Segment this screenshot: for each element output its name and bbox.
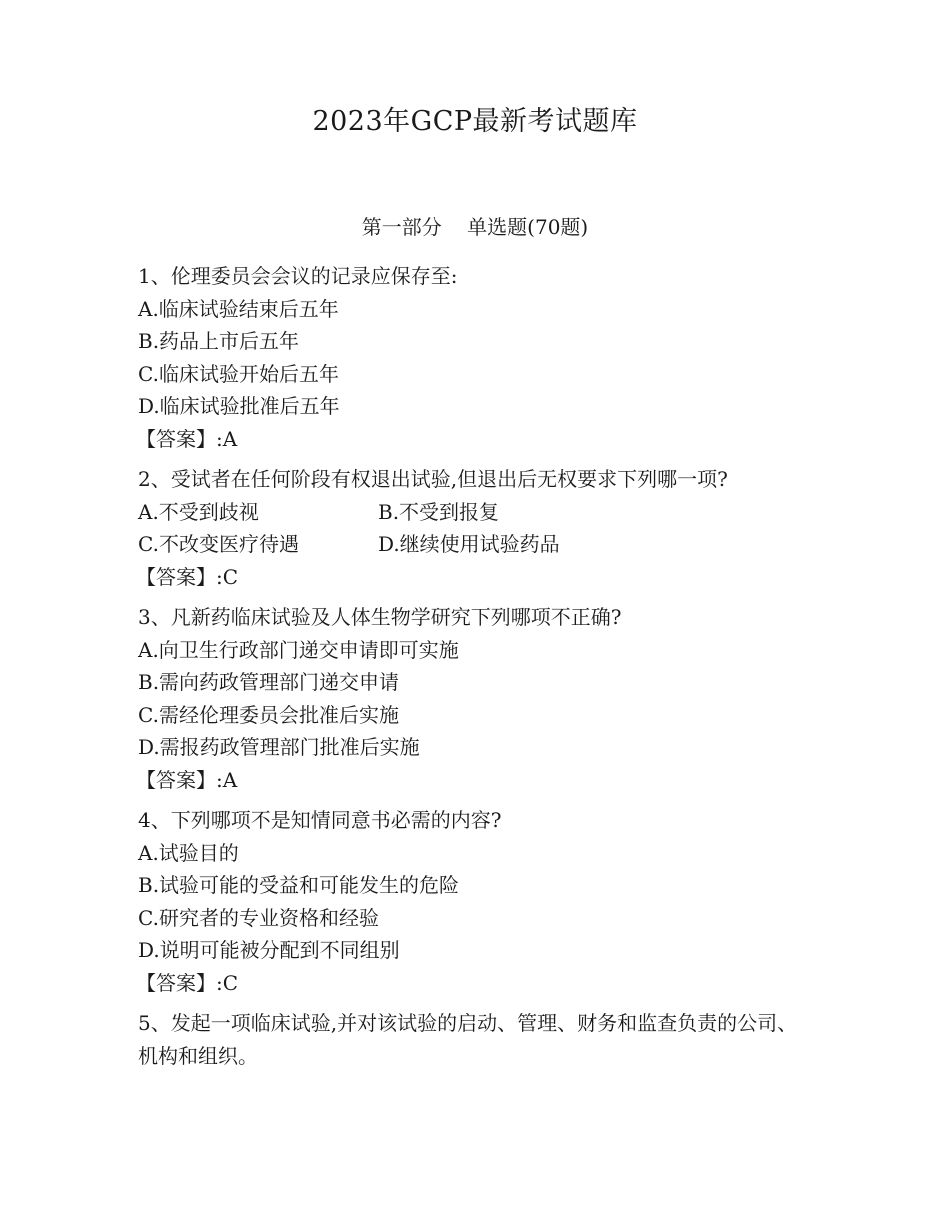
option-b: B.不受到报复 — [378, 499, 500, 524]
question-5 — [138, 1007, 818, 1072]
answer-label: 【答案】:A — [136, 426, 238, 451]
question-text: 3、凡新药临床试验及人体生物学研究下列哪项不正确? — [138, 605, 622, 629]
answer-label: 【答案】:A — [136, 767, 238, 792]
option-row — [138, 528, 818, 561]
option-c: C.需经伦理委员会批准后实施 — [138, 702, 399, 727]
question-text: 4、下列哪项不是知情同意书必需的内容? — [138, 808, 502, 832]
option-b: B.试验可能的受益和可能发生的危险 — [138, 873, 460, 897]
option-d: D.说明可能被分配到不同组别 — [138, 938, 400, 962]
option-a: A.不受到歧视 — [138, 499, 259, 524]
option-c: C.不改变医疗待遇 — [138, 532, 299, 556]
question-4 — [138, 804, 818, 999]
question-3 — [138, 601, 818, 796]
option-b: B.药品上市后五年 — [138, 329, 300, 353]
question-text: 5、发起一项临床试验,并对该试验的启动、管理、财务和监查负责的公司、机构和组织。 — [138, 1011, 798, 1068]
option-d: D.临床试验批准后五年 — [138, 394, 340, 418]
option-a: A.临床试验结束后五年 — [138, 296, 339, 321]
question-list — [138, 260, 818, 1080]
question-text: 2、受试者在任何阶段有权退出试验,但退出后无权要求下列哪一项? — [138, 467, 728, 491]
option-a: A.试验目的 — [138, 840, 239, 865]
option-c: C.临床试验开始后五年 — [138, 361, 339, 386]
section-heading: 第一部分 单选题(70题) — [361, 215, 589, 239]
option-d: D.需报药政管理部门批准后实施 — [138, 735, 420, 759]
question-1 — [138, 260, 818, 455]
question-text: 1、伦理委员会会议的记录应保存至: — [138, 264, 458, 288]
document-title: 2023年GCP最新考试题库 — [312, 106, 638, 137]
option-c: C.研究者的专业资格和经验 — [138, 905, 379, 930]
question-2 — [138, 463, 818, 593]
option-row — [138, 496, 818, 529]
answer-label: 【答案】:C — [136, 970, 239, 995]
option-a: A.向卫生行政部门递交申请即可实施 — [138, 637, 459, 662]
answer-label: 【答案】:C — [136, 564, 239, 589]
option-d: D.继续使用试验药品 — [378, 532, 560, 556]
option-b: B.需向药政管理部门递交申请 — [138, 670, 400, 694]
